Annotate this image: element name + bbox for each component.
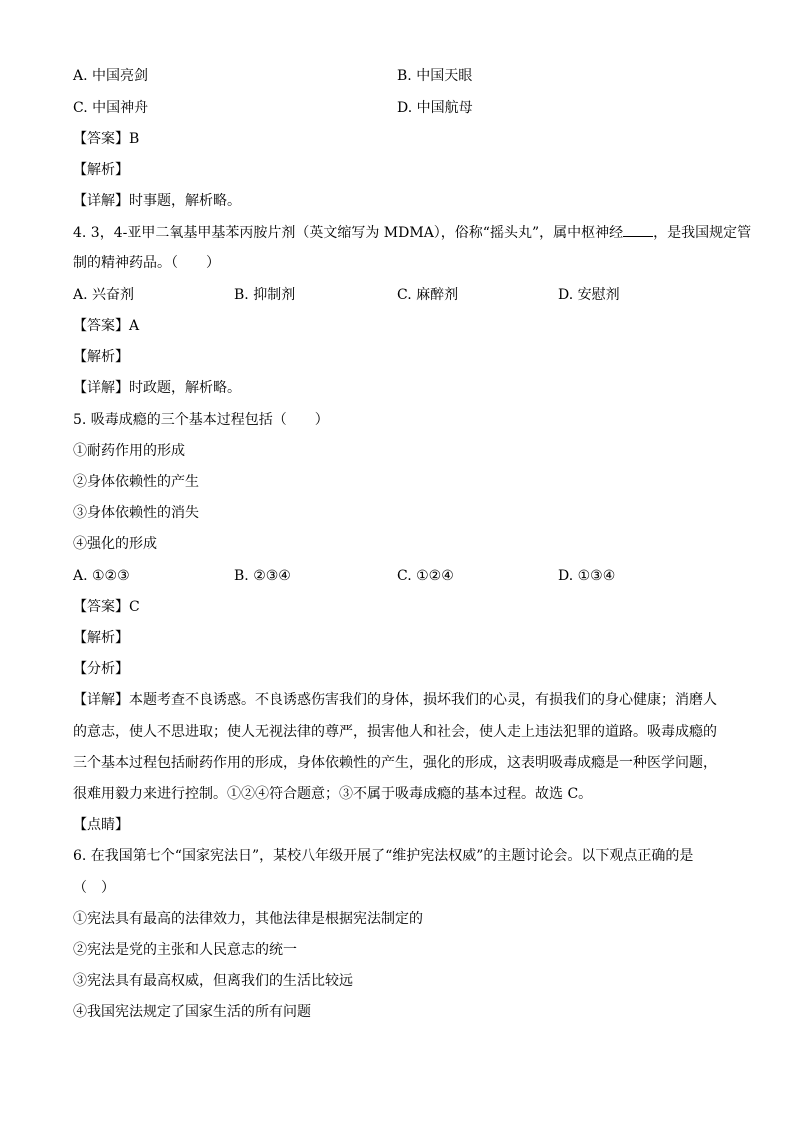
q6-item-1: ①宪法具有最高的法律效力，其他法律是根据宪法制定的	[73, 911, 423, 927]
q5-option-d: D. ①③④	[558, 568, 616, 584]
q5-option-a: A. ①②③	[73, 568, 130, 584]
q4-option-b: B. 抑制剂	[234, 287, 296, 303]
q3-option-b: B. 中国天眼	[397, 68, 473, 84]
q6-item-2: ②宪法是党的主张和人民意志的统一	[73, 942, 297, 958]
q6-stem-line2: （ ）	[73, 880, 115, 896]
q4-stem-post: ，是我国规定管	[653, 225, 752, 241]
answer-blank	[623, 222, 653, 237]
q4-stem-pre: 4. 3，4-亚甲二氧基甲基苯丙胺片剂（英文缩写为 MDMA），俗称“摇头丸”，属中枢神经	[73, 225, 624, 241]
q4-answer: 【答案】A	[73, 318, 140, 334]
q3-answer: 【答案】B	[73, 131, 140, 147]
q5-stem: 5. 吸毒成瘾的三个基本过程包括（ ）	[73, 412, 329, 428]
q5-fenxi: 【分析】	[73, 661, 129, 677]
q3-option-d: D. 中国航母	[397, 100, 473, 116]
q5-item-3: ③身体依赖性的消失	[73, 505, 199, 521]
q4-option-c: C. 麻醉剂	[397, 287, 459, 303]
q6-stem-line1: 6. 在我国第七个“国家宪法日”，某校八年级开展了“维护宪法权威”的主题讨论会。以下观点正确的是	[73, 848, 694, 864]
q4-analysis: 【解析】	[73, 349, 129, 365]
q5-item-4: ④强化的形成	[73, 536, 157, 552]
q4-detail: 【详解】时政题，解析略。	[73, 380, 241, 396]
q5-detail-line2: 的意志，使人不思进取；使人无视法律的尊严，损害他人和社会，使人走上违法犯罪的道路。吸毒成瘾的	[73, 724, 717, 740]
q5-analysis: 【解析】	[73, 630, 129, 646]
q4-stem-line2: 制的精神药品。（ ）	[73, 255, 220, 271]
q5-item-2: ②身体依赖性的产生	[73, 474, 199, 490]
q5-detail-line3: 三个基本过程包括耐药作用的形成，身体依赖性的产生，强化的形成，这表明吸毒成瘾是一种医学问题，	[73, 755, 717, 771]
q6-item-3: ③宪法具有最高权威，但离我们的生活比较远	[73, 973, 353, 989]
q3-detail: 【详解】时事题，解析略。	[73, 193, 241, 209]
q5-option-c: C. ①②④	[397, 568, 454, 584]
q4-option-a: A. 兴奋剂	[73, 287, 135, 303]
q4-option-d: D. 安慰剂	[558, 287, 620, 303]
q6-item-4: ④我国宪法规定了国家生活的所有问题	[73, 1004, 311, 1020]
q5-answer: 【答案】C	[73, 599, 140, 615]
q5-detail-line4: 很难用毅力来进行控制。①②④符合题意；③不属于吸毒成瘾的基本过程。故选 C。	[73, 786, 593, 802]
q3-option-a: A. 中国亮剑	[73, 68, 149, 84]
q3-option-c: C. 中国神舟	[73, 100, 149, 116]
q3-analysis: 【解析】	[73, 162, 129, 178]
q5-detail-line1: 【详解】本题考查不良诱惑。不良诱惑伤害我们的身体，损坏我们的心灵，有损我们的身心健康；消磨人	[73, 692, 717, 708]
q5-option-b: B. ②③④	[234, 568, 291, 584]
q5-dianjing: 【点睛】	[73, 817, 129, 833]
q4-stem-line1	[73, 222, 751, 242]
q5-item-1: ①耐药作用的形成	[73, 443, 185, 459]
